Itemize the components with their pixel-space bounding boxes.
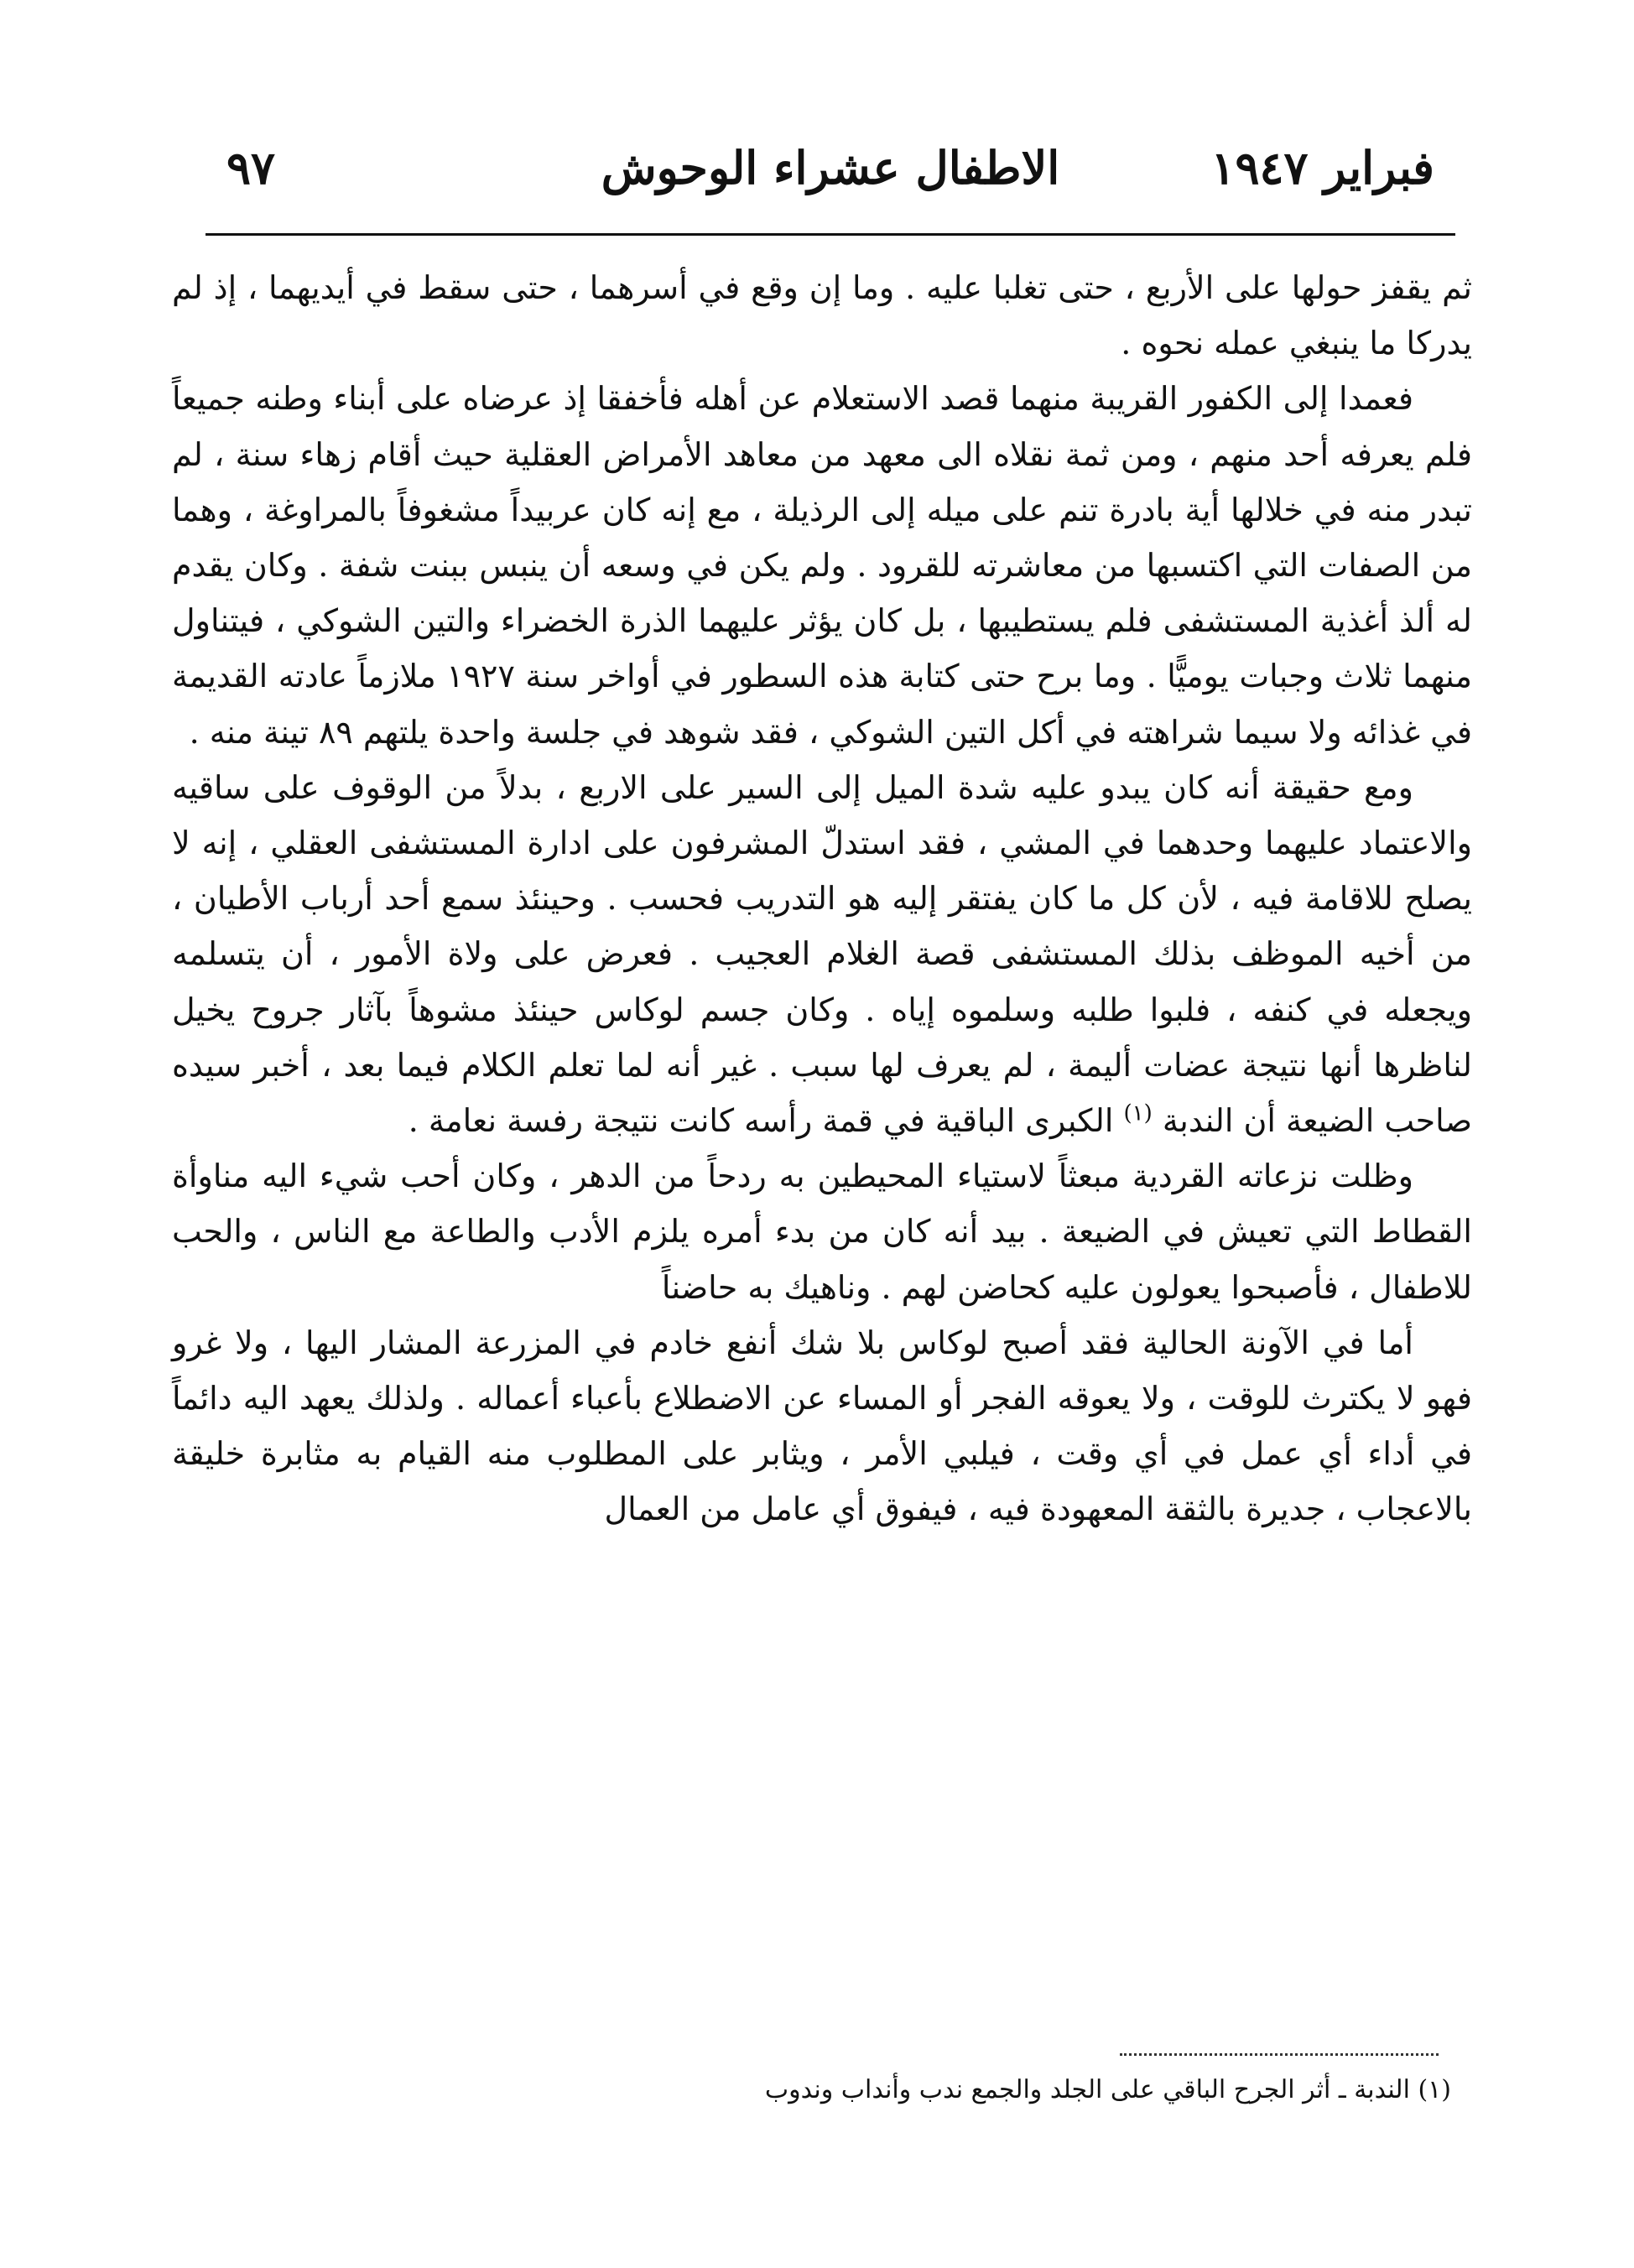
footnote: (١) الندبة ـ أثر الجرح الباقي على الجلد والجمع ندب وأنداب وندوب: [764, 2075, 1451, 2104]
paragraph-text: ومع حقيقة أنه كان يبدو عليه شدة الميل إلى السير على الاربع ، بدلاً من الوقوف على ساقيه والاعتماد عليهما وحدهما في المشي ، فقد استدلّ المشرفون على ادارة المستشفى العقلي ، إنه لا يصلح للاقامة فيه ، لأن كل ما كان يفتقر إليه هو التدريب فحسب . وحينئذ سمع أحد أرباب الأطيان ، من أخيه الموظف بذلك المستشفى قصة الغلام العجيب . فعرض على ولاة الأمور ، أن يتسلمه ويجعله في كنفه ، فلبوا طلبه وسلموه إياه . وكان جسم لوكاس حينئذ مشوهاً بآثار جروح يخيل لناظرها أنها نتيجة عضات أليمة ، لم يعرف لها سبب . غير أنه لما تعلم الكلام فيما بعد ، أخبر سيده صاحب الضيعة أن الندبة: [172, 768, 1472, 1140]
issue-date: فبراير ١٩٤٧: [1210, 141, 1434, 195]
footnote-divider: [1120, 2053, 1439, 2056]
running-head: [226, 134, 1434, 201]
paragraph: وظلت نزعاته القردية مبعثاً لاستياء المحيطين به ردحاً من الدهر ، وكان أحب شيء اليه مناوأة القطاط التي تعيش في الضيعة . بيد أنه كان من بدء أمره يلزم الأدب والطاعة مع الناس ، والحب للاطفال ، فأصبحوا يعولون عليه كحاضن لهم . وناهيك به حاضناً: [172, 1157, 1472, 1306]
paragraph: أما في الآونة الحالية فقد أصبح لوكاس بلا شك أنفع خادم في المزرعة المشار اليها ، ولا غرو فهو لا يكترث للوقت ، ولا يعوقه الفجر أو المساء عن الاضطلاع بأعباء أعماله . ولذلك يعهد اليه دائماً في أداء أي عمل في أي وقت ، فيلبي الأمر ، ويثابر على المطلوب منه القيام به مثابرة خليقة بالاعجاب ، جديرة بالثقة المعهودة فيه ، فيفوق أي عامل من العمال: [172, 1324, 1472, 1528]
paragraph-text: الكبرى الباقية في قمة رأسه كانت نتيجة رفسة نعامة .: [408, 1102, 1114, 1140]
paragraph: [172, 760, 1472, 1148]
paragraph: ثم يقفز حولها على الأربع ، حتى تغلبا عليه . وما إن وقع في أسرهما ، حتى سقط في أيديهما ، إذ لم يدركا ما ينبغي عمله نحوه .: [172, 269, 1472, 362]
header-divider: [206, 233, 1455, 236]
footnote-marker: (١): [1123, 1100, 1153, 1126]
article-title: الاطفال عشراء الوحوش: [601, 141, 1060, 195]
paragraph: فعمدا إلى الكفور القريبة منهما قصد الاستعلام عن أهله فأخفقا إذ عرضاه على أبناء وطنه جميعاً فلم يعرفه أحد منهم ، ومن ثمة نقلاه الى معهد من معاهد الأمراض العقلية حيث أقام زهاء سنة ، لم تبدر منه في خلالها أية بادرة تنم على ميله إلى الرذيلة ، مع إنه كان عربيداً مشغوفاً بالمراوغة ، وهما من الصفات التي اكتسبها من معاشرته للقرود . ولم يكن في وسعه أن ينبس ببنت شفة . وكان يقدم له ألذ أغذية المستشفى فلم يستطيبها ، بل كان يؤثر عليهما الذرة الخضراء والتين الشوكي ، فيتناول منهما ثلاث وجبات يوميًّا . وما برح حتى كتابة هذه السطور في أواخر سنة ١٩٢٧ ملازماً عادته القديمة في غذائه ولا سيما شراهته في أكل التين الشوكي ، فقد شوهد في جلسة واحدة يلتهم ٨٩ تينة منه .: [172, 380, 1472, 751]
page-number: ٩٧: [226, 141, 276, 195]
article-body: [172, 260, 1472, 1537]
